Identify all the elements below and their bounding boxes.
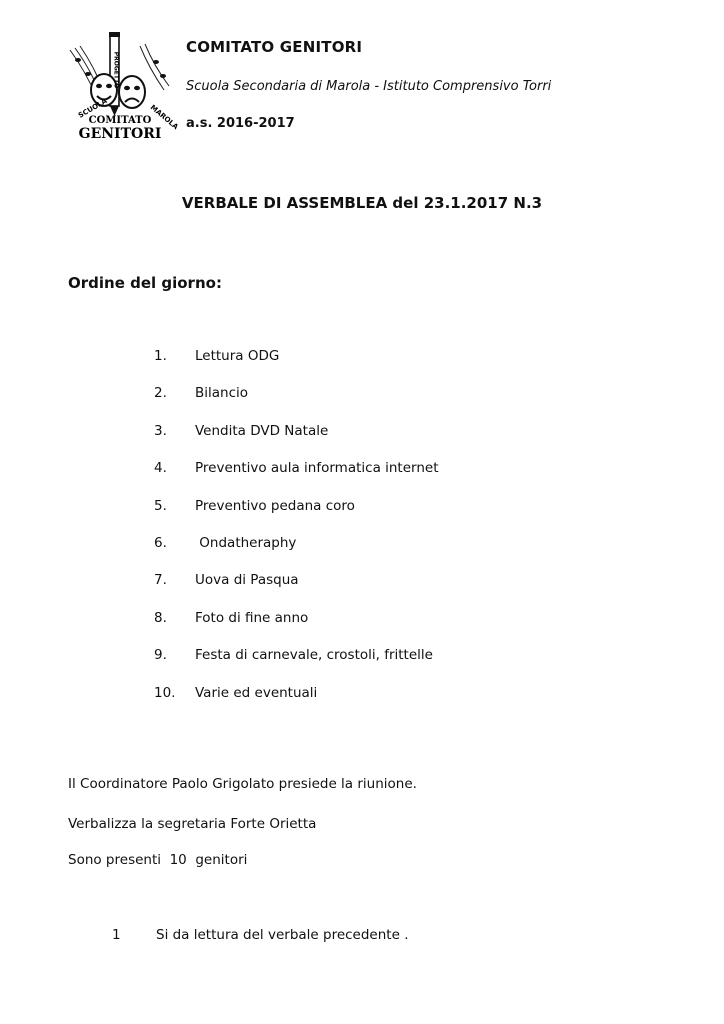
document-title: VERBALE DI ASSEMBLEA del 23.1.2017 N.3 xyxy=(181,194,543,212)
agenda-item xyxy=(0,535,724,572)
agenda-item-text: Festa di carnevale, crostoli, frittelle xyxy=(195,647,433,664)
secretary-paragraph: Verbalizza la segretaria Forte Orietta xyxy=(68,816,317,832)
agenda-item-text: Foto di fine anno xyxy=(195,609,309,626)
agenda-item xyxy=(0,385,724,422)
agenda-item-text: Preventivo aula informatica internet xyxy=(195,460,439,477)
agenda-item xyxy=(0,498,724,535)
school-year: a.s. 2016-2017 xyxy=(186,116,295,131)
agenda-item xyxy=(0,647,724,684)
school-name: Scuola Secondaria di Marola - Istituto Comprensivo Torri xyxy=(186,79,552,94)
agenda-item-number: 9. xyxy=(154,647,167,664)
agenda-item-number: 3. xyxy=(154,422,167,439)
agenda-item xyxy=(0,685,724,722)
logo-side-text: MAROLA xyxy=(148,103,180,132)
agenda-item-text: Preventivo pedana coro xyxy=(195,497,355,514)
agenda-item-number: 5. xyxy=(154,497,167,514)
minutes-item-number: 1 xyxy=(112,927,121,943)
agenda-item-number: 2. xyxy=(154,385,167,402)
attendance-paragraph: Sono presenti 10 genitori xyxy=(68,852,248,868)
agenda-item-number: 7. xyxy=(154,572,167,589)
agenda-item-text: Varie ed eventuali xyxy=(195,684,318,701)
agenda-item xyxy=(0,572,724,609)
agenda-list xyxy=(0,348,724,722)
agenda-item xyxy=(0,610,724,647)
committee-title: COMITATO GENITORI xyxy=(186,38,363,56)
agenda-item-text: Ondatheraphy xyxy=(195,534,297,551)
logo-arc-text: SCUOLA xyxy=(77,96,109,120)
agenda-heading: Ordine del giorno: xyxy=(68,274,222,292)
agenda-item-number: 8. xyxy=(154,609,167,626)
agenda-item-number: 10. xyxy=(154,684,176,701)
agenda-item-number: 4. xyxy=(154,460,167,477)
committee-logo xyxy=(66,32,180,144)
agenda-item-text: Uova di Pasqua xyxy=(195,572,299,589)
agenda-item-text: Lettura ODG xyxy=(195,348,280,364)
agenda-item-text: Bilancio xyxy=(195,385,249,402)
agenda-item xyxy=(0,423,724,460)
theatre-masks-icon xyxy=(66,32,180,144)
logo-top-text: PROGETTO xyxy=(112,51,120,89)
agenda-item-number: 6. xyxy=(154,534,167,551)
coordinator-paragraph: Il Coordinatore Paolo Grigolato presiede la riunione. xyxy=(68,776,417,792)
agenda-item xyxy=(0,460,724,497)
logo-bottom-text: GENITORI xyxy=(78,126,162,142)
minutes-item-text: Si da lettura del verbale precedente . xyxy=(156,927,409,943)
agenda-item-number: 1. xyxy=(154,348,167,364)
agenda-item xyxy=(0,348,724,385)
logo-middle-text: COMITATO xyxy=(88,115,152,126)
agenda-item-text: Vendita DVD Natale xyxy=(195,422,329,439)
